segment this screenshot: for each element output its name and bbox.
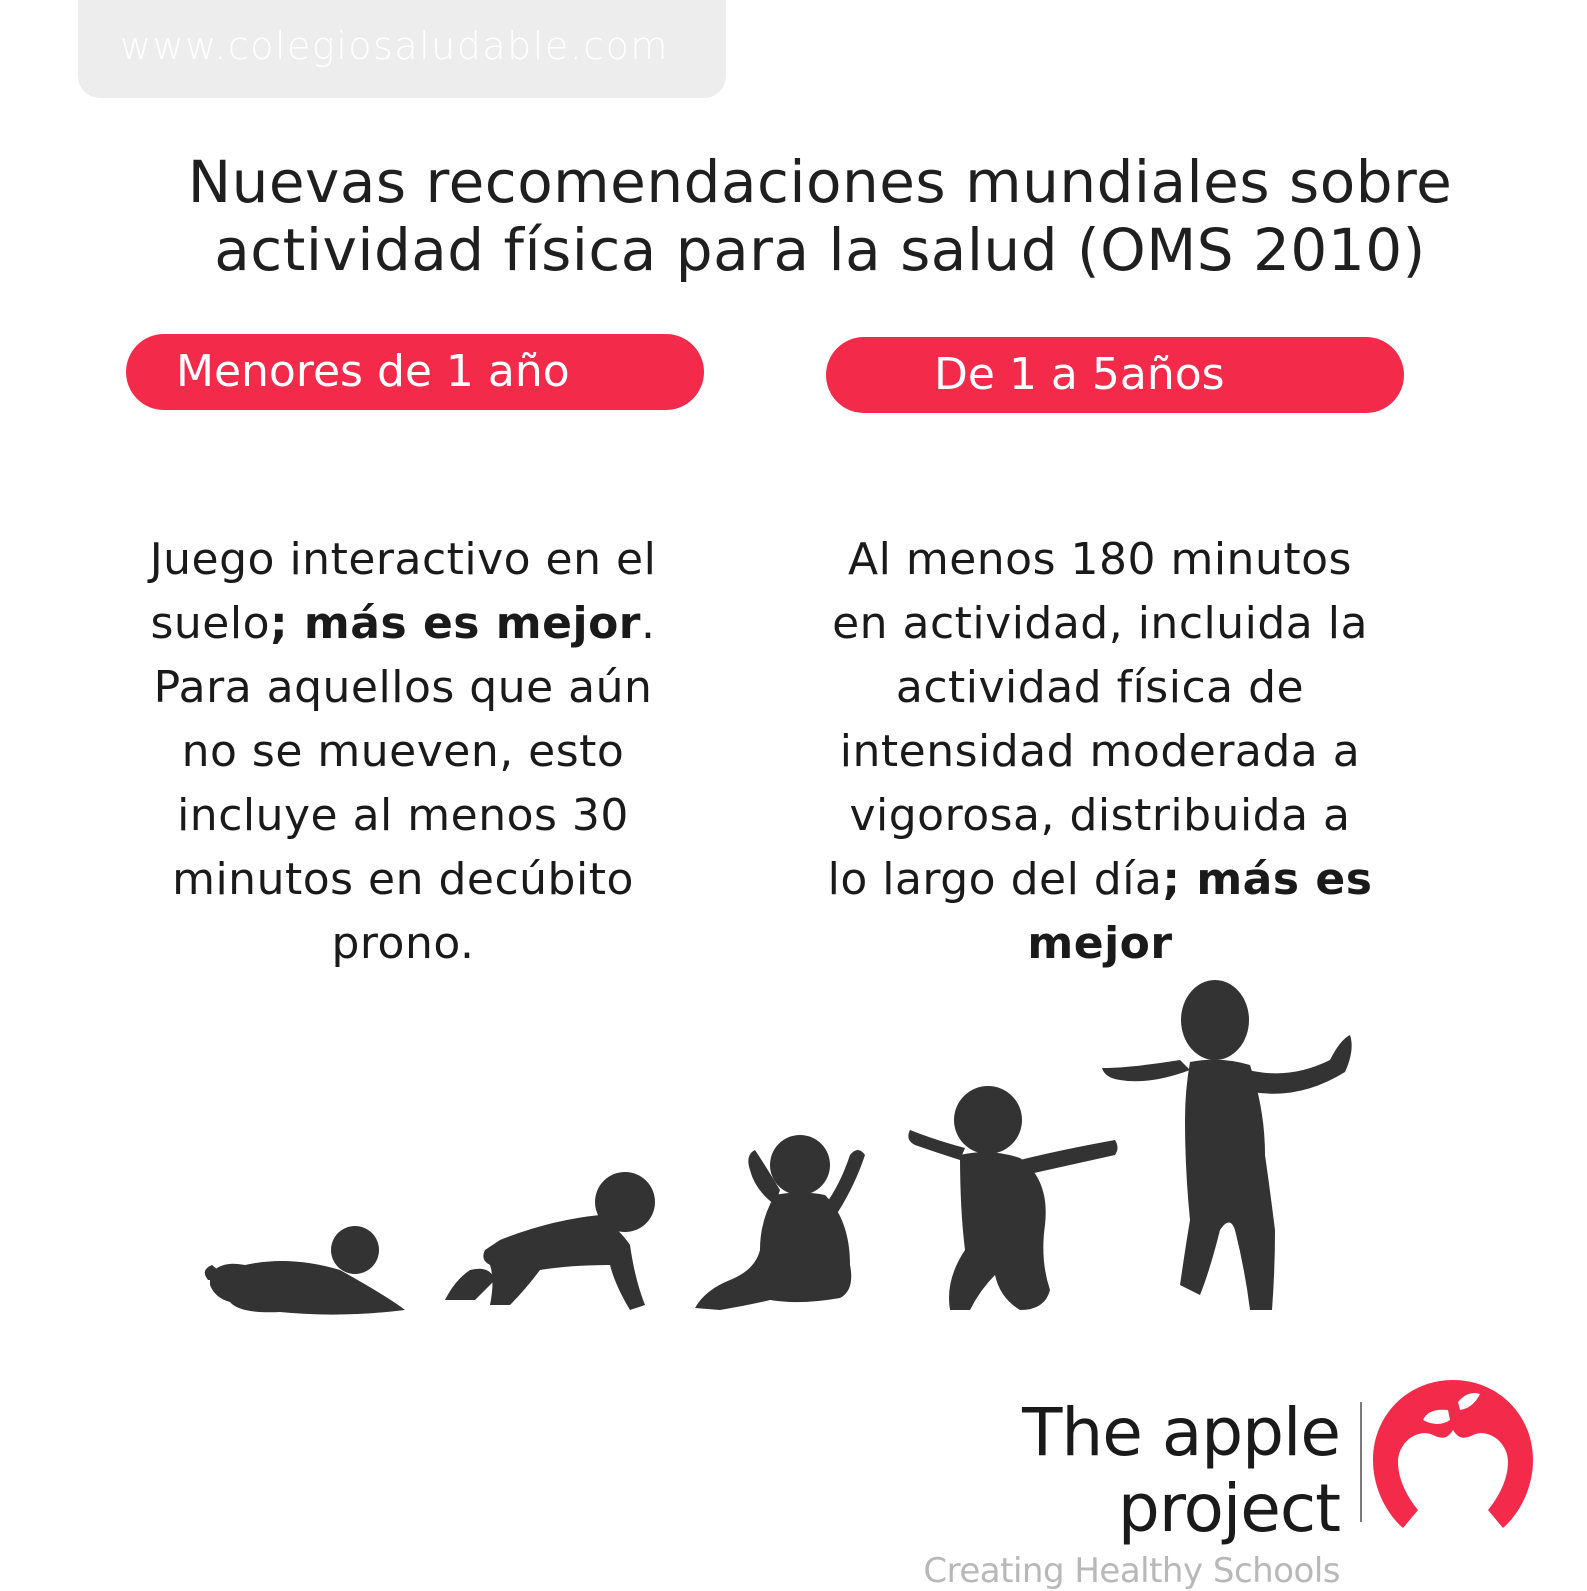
website-banner <box>78 0 726 98</box>
recommendation-1-to-5 <box>820 528 1380 976</box>
emphasis-text: ; más es mejor <box>270 598 642 649</box>
recommendation-line: suelo; más es mejor. <box>150 598 656 649</box>
logo-wordmark <box>800 1395 1340 1591</box>
child-development-illustration <box>190 980 1380 1340</box>
recommendation-line: vigorosa, distribuida a <box>849 790 1351 841</box>
baby-crawling-icon <box>445 1172 655 1310</box>
website-url: www.colegiosaludable.com <box>120 24 669 68</box>
age-badge-under-1 <box>126 334 704 410</box>
age-badge-label: Menores de 1 año <box>176 346 570 397</box>
recommendation-line: minutos en decúbito <box>172 854 634 905</box>
emphasis-text: mejor <box>1027 918 1173 969</box>
emphasis-text: ; más es <box>1162 854 1373 905</box>
recommendation-line: prono. <box>331 918 475 969</box>
toddler-walking-icon <box>1102 980 1352 1310</box>
age-badge-label: De 1 a 5años <box>934 349 1225 400</box>
baby-sitting-icon <box>695 1135 865 1310</box>
baby-kneeling-icon <box>908 1086 1117 1310</box>
recommendation-line: incluye al menos 30 <box>177 790 629 841</box>
recommendation-line: intensidad moderada a <box>839 726 1361 777</box>
baby-lying-prone-icon <box>205 1226 405 1315</box>
recommendation-under-1 <box>118 528 688 976</box>
age-badge-1-to-5 <box>826 337 1404 413</box>
recommendation-line: actividad física de <box>895 662 1305 713</box>
recommendation-line: Juego interactivo en el <box>149 534 657 585</box>
recommendation-line <box>820 912 1380 976</box>
title-line-2: actividad física para la salud (OMS 2010) <box>214 216 1426 284</box>
title-line-1: Nuevas recomendaciones mundiales sobre <box>187 148 1453 216</box>
logo-tagline: Creating Healthy Schools <box>923 1551 1340 1591</box>
recommendation-line: en actividad, incluida la <box>832 598 1368 649</box>
recommendation-line: Para aquellos que aún <box>153 662 653 713</box>
page-title <box>140 148 1500 284</box>
logo-divider <box>1360 1402 1362 1522</box>
recommendation-line: lo largo del día; más es <box>827 854 1373 905</box>
recommendation-line: no se mueven, esto <box>181 726 625 777</box>
apple-logo-icon <box>1368 1380 1538 1530</box>
logo-name: The apple project <box>1022 1394 1340 1547</box>
recommendation-line: Al menos 180 minutos <box>848 534 1352 585</box>
